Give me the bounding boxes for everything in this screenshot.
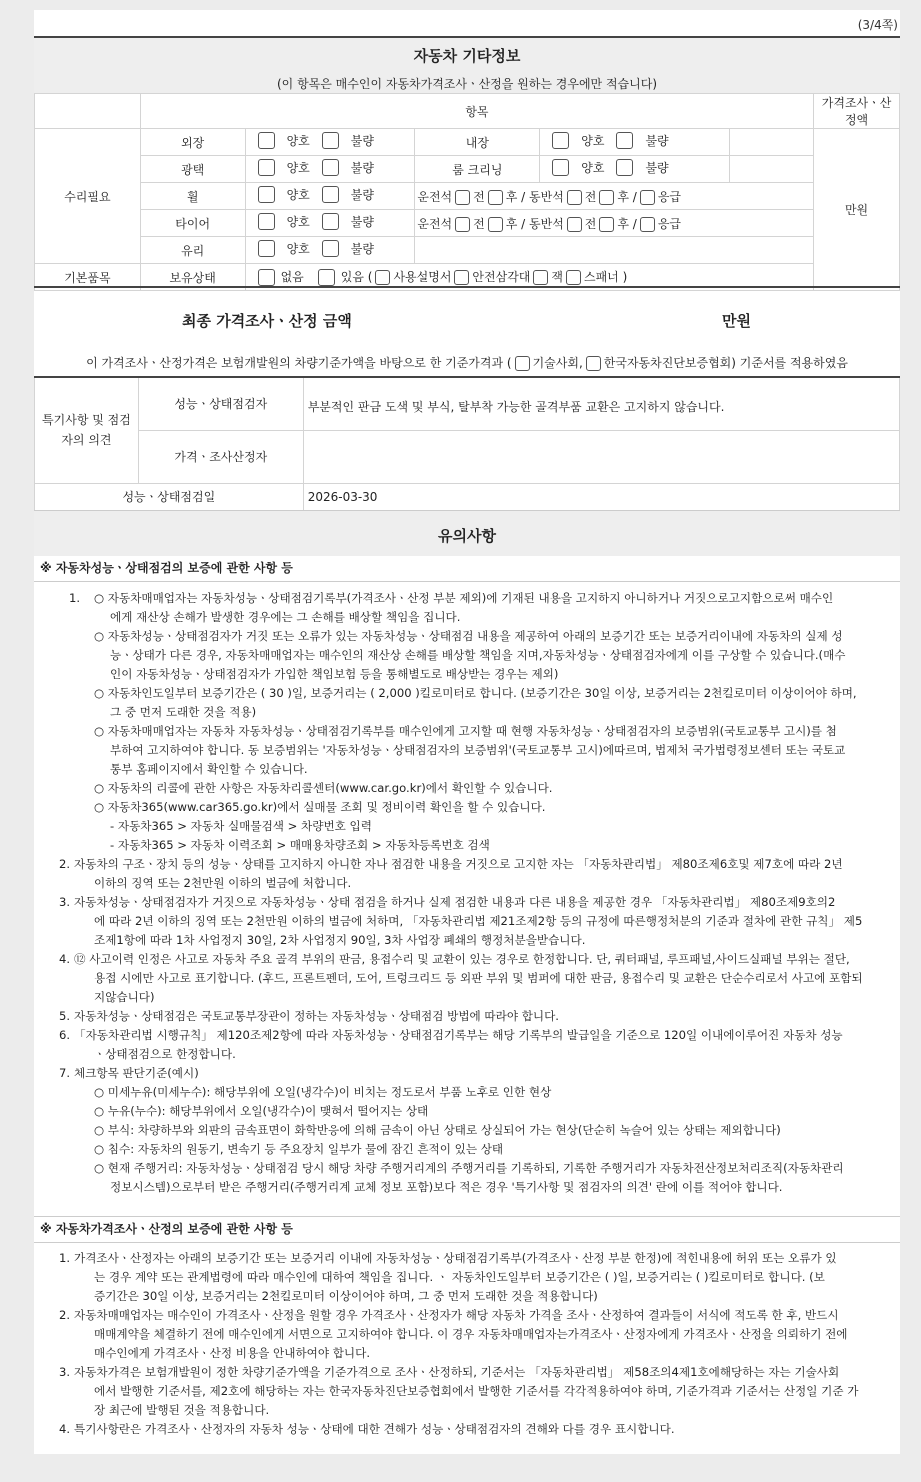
pricer-opinion [303, 430, 899, 483]
note-line [34, 646, 900, 665]
note-text: 체크항목 판단기준(예시) [74, 1066, 199, 1080]
note-line [34, 627, 900, 646]
wheel-passenger-rear-checkbox[interactable] [599, 190, 614, 205]
note-line [34, 1325, 900, 1344]
interior-good-checkbox[interactable] [552, 132, 569, 149]
section2-list [34, 1243, 900, 1439]
note-line [34, 1344, 900, 1363]
section2-heading: ※ 자동차가격조사ㆍ산정의 보증에 관한 사항 등 [34, 1217, 900, 1243]
note-text: ○ 누유(누수): 해당부위에서 오일(냉각수)이 맺혀서 떨어지는 상태 [94, 1104, 429, 1118]
jack-checkbox[interactable] [533, 270, 548, 285]
note-text: ○ 미세누유(미세누수): 해당부위에 오일(냉각수)이 비치는 정도로서 부품 노후로 인한 현상 [94, 1085, 552, 1099]
note-line [34, 1178, 900, 1197]
gloss-bad-checkbox[interactable] [322, 159, 339, 176]
gloss-good-checkbox[interactable] [258, 159, 275, 176]
note-text: - 자동차365 > 자동차 실매물검색 > 차량번호 입력 [110, 819, 372, 833]
page-number: (3/4쪽) [857, 18, 898, 32]
other-info-subtitle: (이 항목은 매수인이 자동차가격조사ㆍ산정을 원하는 경우에만 적습니다) [276, 77, 657, 91]
row-label-glass: 유리 [140, 237, 245, 264]
note-number: 1. [68, 591, 80, 605]
basic-items-options: 없음 있음 ( 사용설명서 안전삼각대 잭 스패너 ) [245, 264, 814, 291]
note-text: ○ 자동차매매업자는 자동차성능ㆍ상태점검기록부(가격조사ㆍ산정 부분 제외)에 기재된 내용을 고지하지 아니하거나 거짓으로고지함으로써 매수인 [94, 591, 834, 605]
note-line [34, 1306, 900, 1325]
note-line [34, 1420, 900, 1439]
price-unit: 만원 [814, 129, 900, 291]
note-text: 장 최근에 발행된 것을 적용합니다. [94, 1403, 270, 1417]
note-number: 5. [58, 1009, 70, 1023]
wheel-good-checkbox[interactable] [258, 186, 275, 203]
note-line [34, 931, 900, 950]
note-text: 자동차의 구조ㆍ장치 등의 성능ㆍ상태를 고지하지 아니한 자나 점검한 내용을 거짓으로 고지한 자는 「자동차관리법」 제80조제6호및 제7호에 따라 2년 [74, 857, 843, 871]
note-text: 이하의 징역 또는 2천만원 이하의 벌금에 처합니다. [94, 876, 352, 890]
note-text: 매수인에게 가격조사ㆍ산정 비용을 안내하여야 합니다. [94, 1346, 371, 1360]
note-line [34, 1140, 900, 1159]
tire-position-options: 운전석 전 후 / 동반석 전 후 / 응급 [415, 210, 814, 237]
note-line [34, 589, 900, 608]
note-line [34, 969, 900, 988]
note-number: 1. [58, 1251, 70, 1265]
row-label-interior: 내장 [415, 129, 540, 156]
tire-passenger-rear-checkbox[interactable] [599, 217, 614, 232]
note-line [34, 665, 900, 684]
note-text: - 자동차365 > 자동차 이력조회 > 매매용차량조회 > 자동차등록번호 검색 [110, 838, 490, 852]
note-text: 증기간은 30일 이상, 보증거리는 2천킬로미터 이상이어야 하며, 그 중 먼저 도래한 것을 적용합니다) [94, 1289, 598, 1303]
row-label-gloss: 광택 [140, 156, 245, 183]
note-line [34, 1083, 900, 1102]
note-text: 지않습니다) [94, 990, 155, 1004]
inspector-opinion: 부분적인 판금 도색 및 부식, 탈부착 가능한 골격부품 교환은 고지하지 않습니다. [303, 377, 899, 430]
row-label-tire: 타이어 [140, 210, 245, 237]
note-line [34, 1363, 900, 1382]
note-line [34, 1064, 900, 1083]
note-text: ○ 자동차성능ㆍ상태점검자가 거짓 또는 오류가 있는 자동차성능ㆍ상태점검 내용을 제공하여 아래의 보증기간 또는 보증거리이내에 자동차의 실제 성 [94, 629, 843, 643]
note-line [34, 779, 900, 798]
note-text: ○ 자동차매매업자는 자동차 자동차성능ㆍ상태점검기록부를 매수인에게 고지할 때 현행 자동차성능ㆍ상태점검자의 보증범위(국토교통부 고시)를 첨 [94, 724, 837, 738]
note-text: 정보시스템)으로부터 받은 주행거리(주행거리계 교체 정보 포함)보다 적은 경우 '특기사항 및 점검자의 의견' 란에 이를 적어야 합니다. [110, 1180, 783, 1194]
wheel-passenger-front-checkbox[interactable] [567, 190, 582, 205]
note-text: 자동차성능ㆍ상태점검자가 거짓으로 자동차성능ㆍ상태 점검을 하거나 실제 점검한 내용과 다른 내용을 제공한 경우 「자동차관리법」 제80조제9호의2 [74, 895, 836, 909]
note-line [34, 1287, 900, 1306]
inspection-date-value: 2026-03-30 [303, 483, 899, 510]
manual-checkbox[interactable] [375, 270, 390, 285]
other-info-title: 자동차 기타정보 [413, 47, 521, 65]
note-text: ○ 현재 주행거리: 자동차성능ㆍ상태점검 당시 해당 차량 주행거리계의 주행거리를 기록하되, 기록한 주행거리가 자동차전산정보처리조직(자동차관리 [94, 1161, 844, 1175]
note-line [34, 836, 900, 855]
note-text: 매매계약을 체결하기 전에 매수인에게 서면으로 고지하여야 합니다. 이 경우 자동차매매업자는가격조사ㆍ산정자에게 가격조사ㆍ산정을 의뢰하기 전에 [94, 1327, 848, 1341]
special-group-label: 특기사항 및 점검자의 의견 [35, 377, 139, 483]
note-line [34, 703, 900, 722]
note-text: 그 중 먼저 도래한 것을 적용) [110, 705, 257, 719]
tire-driver-front-checkbox[interactable] [455, 217, 470, 232]
note-line [34, 722, 900, 741]
note-number: 7. [58, 1066, 70, 1080]
note-line [34, 1249, 900, 1268]
note-text: 에서 발행한 기준서를, 제2호에 해당하는 자는 한국자동차진단보증협회에서 발행한 기준서를 각각적용하여야 하며, 기준가격과 기준서는 산정일 기준 가 [94, 1384, 859, 1398]
note-line [34, 684, 900, 703]
note-text: 인이 자동차성능ㆍ상태점검자가 가입한 책임보험 등을 통해별도로 배상받는 경우는 제외) [110, 667, 559, 681]
wheel-bad-checkbox[interactable] [322, 186, 339, 203]
note-text: ○ 자동차의 리콜에 관한 사항은 자동차리콜센터(www.car.go.kr)에서 확인할 수 있습니다. [94, 781, 553, 795]
other-info-header [34, 36, 900, 93]
spanner-checkbox[interactable] [566, 270, 581, 285]
tech-society-checkbox[interactable] [515, 356, 530, 371]
final-price-label: 최종 가격조사ㆍ산정 금액 [182, 312, 352, 330]
note-line [34, 1045, 900, 1064]
header-item: 항목 [140, 94, 813, 129]
note-number: 4. [58, 952, 70, 966]
tire-bad-checkbox[interactable] [322, 213, 339, 230]
header-price: 가격조사ㆍ산정액 [814, 94, 900, 129]
triangle-checkbox[interactable] [454, 270, 469, 285]
note-number: 3. [58, 895, 70, 909]
wheel-emergency-checkbox[interactable] [640, 190, 655, 205]
note-text: 자동차성능ㆍ상태점검은 국토교통부장관이 정하는 자동차성능ㆍ상태점검 방법에 따라야 합니다. [74, 1009, 559, 1023]
final-price-unit: 만원 [722, 312, 751, 330]
repair-group-label: 수리필요 [35, 129, 141, 264]
note-text: 자동차가격은 보험개발원이 정한 차량기준가액을 기준가격으로 조사ㆍ산정하되, 기준서는 「자동차관리법」 제58조의4제1호에해당하는 자는 기술사회 [74, 1365, 840, 1379]
note-line [34, 1102, 900, 1121]
note-text: ○ 침수: 자동차의 원동기, 변속기 등 주요장치 일부가 물에 잠긴 흔적이 있는 상태 [94, 1142, 504, 1156]
note-line [34, 950, 900, 969]
note-text: 에 따라 2년 이하의 징역 또는 2천만원 이하의 벌금에 처하며, 「자동차관리법 제21조제2항 등의 규정에 따른행정처분의 기준과 절차에 관한 규칙」 제5 [94, 914, 863, 928]
note-line [34, 798, 900, 817]
interior-bad-checkbox[interactable] [616, 132, 633, 149]
tire-passenger-front-checkbox[interactable] [567, 217, 582, 232]
glass-good-checkbox[interactable] [258, 240, 275, 257]
note-number: 6. [58, 1028, 70, 1042]
section1-heading: ※ 자동차성능ㆍ상태점검의 보증에 관한 사항 등 [34, 556, 900, 582]
note-line [34, 608, 900, 627]
notes-title: 유의사항 [438, 527, 496, 545]
note-text: 는 경우 계약 또는 관계법령에 따라 매수인에 대하여 책임을 집니다. ㆍ 자동차인도일부터 보증기간은 ( )일, 보증거리는 ( )킬로미터로 합니다. (보 [94, 1270, 825, 1284]
notes-body [34, 556, 900, 1439]
note-text: 능ㆍ상태가 다른 경우, 자동차매매업자는 매수인의 재산상 손해를 배상할 책임을 지며,자동차성능ㆍ상태점검자에게 이를 구상할 수 있습니다.(매수 [110, 648, 846, 662]
note-line [34, 1382, 900, 1401]
note-line [34, 1159, 900, 1178]
other-info-table: 항목 가격조사ㆍ산정액 수리필요 외장 양호 불량 내장 양호 불량 만원 광택 양호 불량 룸 크리닝 양호 불량 휠 양호 불량 운전석 전 후 / 동반석 전 후 / 응급 타이어 양호 불량 운전석 전 후 / 동반석 전 후 / 응급 유리 양호 불량 기본품목 보유상태 없음 있음 ( 사용설명서 안전삼각대 잭 스패너 ) [34, 93, 900, 291]
tire-driver-rear-checkbox[interactable] [488, 217, 503, 232]
note-text: 가격조사ㆍ산정자는 아래의 보증기간 또는 보증거리 이내에 자동차성능ㆍ상태점검기록부(가격조사ㆍ산정 부분 한정)에 적힌내용에 허위 또는 오류가 있 [74, 1251, 837, 1265]
basic-group-label: 기본품목 [35, 264, 141, 291]
row-label-exterior: 외장 [140, 129, 245, 156]
inspector-label: 성능ㆍ상태점검자 [138, 377, 303, 430]
note-number: 3. [58, 1365, 70, 1379]
wheel-driver-front-checkbox[interactable] [455, 190, 470, 205]
note-line [34, 817, 900, 836]
tire-emergency-checkbox[interactable] [640, 217, 655, 232]
form-page [34, 10, 900, 1454]
note-text: 자동차매매업자는 매수인이 가격조사ㆍ산정을 원할 경우 가격조사ㆍ산정자가 해당 자동차 가격을 조사ㆍ산정하여 결과들이 서식에 적도록 한 후, 반드시 [74, 1308, 839, 1322]
exterior-options: 양호 불량 [245, 129, 415, 156]
note-text: ○ 부식: 차량하부와 외판의 금속표면이 화학반응에 의해 금속이 아닌 상태로 상실되어 가는 현상(단순히 녹슬어 있는 상태는 제외합니다) [94, 1123, 781, 1137]
note-line [34, 1026, 900, 1045]
final-price-note: 이 가격조사ㆍ산정가격은 보험개발원의 차량기준가액을 바탕으로 한 기준가격과 ( 기술사회, 한국자동차진단보증협회) 기준서를 적용하였음 [86, 356, 848, 370]
note-line [34, 988, 900, 1007]
notes-header [34, 510, 900, 556]
note-text: 특기사항란은 가격조사ㆍ산정자의 자동차 성능ㆍ상태에 대한 견해가 성능ㆍ상태점검자의 견해와 다를 경우 표시합니다. [74, 1422, 675, 1436]
interior-options: 양호 불량 [540, 129, 730, 156]
note-text: ○ 자동차인도일부터 보증기간은 ( 30 )일, 보증거리는 ( 2,000 )킬로미터로 합니다. (보증기간은 30일 이상, 보증거리는 2천킬로미터 이상이어야 하며, [94, 686, 857, 700]
note-text: ⑫ 사고이력 인정은 사고로 자동차 주요 골격 부위의 판금, 용접수리 및 교환이 있는 경우로 한정합니다. 단, 쿼터패널, 루프패널,사이드실패널 부위는 절단, [74, 952, 850, 966]
note-line [34, 912, 900, 931]
basic-have-checkbox[interactable] [318, 269, 335, 286]
note-line [34, 874, 900, 893]
note-text: 통부 홈페이지에서 확인할 수 있습니다. [110, 762, 308, 776]
note-text: 「자동차관리법 시행규칙」 제120조제2항에 따라 자동차성능ㆍ상태점검기록부는 해당 기록부의 발급일을 기준으로 120일 이내에이루어진 자동차 성능 [74, 1028, 843, 1042]
row-label-room-cleaning: 룸 크리닝 [415, 156, 540, 183]
tire-good-checkbox[interactable] [258, 213, 275, 230]
note-line [34, 1121, 900, 1140]
wheel-driver-rear-checkbox[interactable] [488, 190, 503, 205]
final-price-section [34, 286, 900, 376]
note-text: 용접 시에만 사고로 표기합니다. (후드, 프론트펜더, 도어, 트렁크리드 등 외판 부위 및 범퍼에 대한 판금, 용접수리 및 교환은 단순수리로서 사고에 포함되 [94, 971, 863, 985]
note-line [34, 1007, 900, 1026]
exterior-good-checkbox[interactable] [258, 132, 275, 149]
note-text: ㆍ상태점검으로 한정합니다. [94, 1047, 236, 1061]
exterior-bad-checkbox[interactable] [322, 132, 339, 149]
note-text: ○ 자동차365(www.car365.go.kr)에서 실매물 조회 및 정비이력 확인을 할 수 있습니다. [94, 800, 546, 814]
kada-checkbox[interactable] [586, 356, 601, 371]
pricer-label: 가격ㆍ조사산정자 [138, 430, 303, 483]
note-line [34, 855, 900, 874]
note-line [34, 893, 900, 912]
special-notes-table [34, 376, 900, 511]
note-text: 조제1항에 따라 1차 사업정지 30일, 2차 사업정지 90일, 3차 사업장 폐쇄의 행정처분을받습니다. [94, 933, 586, 947]
room-cleaning-good-checkbox[interactable] [552, 159, 569, 176]
note-text: 에게 재산상 손해가 발생한 경우에는 그 손해를 배상할 책임을 집니다. [110, 610, 461, 624]
wheel-position-options: 운전석 전 후 / 동반석 전 후 / 응급 [415, 183, 814, 210]
row-label-possession: 보유상태 [140, 264, 245, 291]
note-line [34, 741, 900, 760]
basic-none-checkbox[interactable] [258, 269, 275, 286]
note-number: 2. [58, 857, 70, 871]
inspection-date-label: 성능ㆍ상태점검일 [35, 483, 304, 510]
room-cleaning-bad-checkbox[interactable] [616, 159, 633, 176]
row-label-wheel: 휠 [140, 183, 245, 210]
note-line [34, 1401, 900, 1420]
note-number: 2. [58, 1308, 70, 1322]
note-line [34, 760, 900, 779]
note-number: 4. [58, 1422, 70, 1436]
glass-bad-checkbox[interactable] [322, 240, 339, 257]
note-text: 부하여 고지하여야 합니다. 동 보증범위는 '자동차성능ㆍ상태점검자의 보증범위'(국토교통부 고시)에따르며, 법제처 국가법령정보센터 또는 국토교 [110, 743, 846, 757]
section1-list [34, 582, 900, 1205]
note-line [34, 1268, 900, 1287]
